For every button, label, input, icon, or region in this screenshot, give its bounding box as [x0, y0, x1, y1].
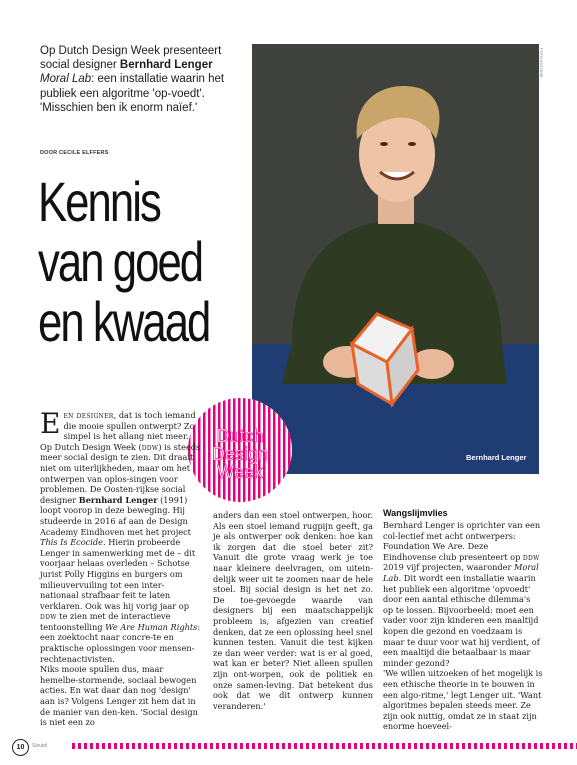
- ddw-abbr-3: ddw: [522, 551, 540, 562]
- col1-after-name: (1991) loopt voorop in deze beweging. Hij studeerde in 2016 af aan de Design Academy Eindhoven met het project: [40, 494, 191, 537]
- col3-moral-lab: Moral Lab: [383, 562, 539, 583]
- badge-line-1: Dutch: [216, 426, 264, 446]
- headline-line-2: van goed: [38, 230, 203, 293]
- col1-human-rights: We Are Human Rights: [105, 621, 198, 632]
- badge-line-3: Week: [217, 462, 263, 482]
- intro-project: Moral Lab: [40, 73, 92, 86]
- article-column-2: [213, 510, 373, 711]
- byline: DOOR CECILE ELFFERS: [40, 150, 109, 156]
- col1-p2c: : een zoektocht naar concre-te en praktische oplossingen voor mensen-rechtenactivisten.: [40, 621, 201, 664]
- article-column-1: [40, 407, 202, 728]
- footer-decorative-line: [72, 743, 577, 749]
- col2-paragraph-1: anders dan een stoel ontwerpen, hoor. Als een stoel iemand rugpijn geeft, ga je als ontwerper ook denken: hoe kan ik zorgen dat die stoel beter zit? Vanuit die grote vraag werk je toe naar kleinere deelvragen, om uitein-delijk weer uit te zoomen naar de hele stoel. Bij social design is het net zo. De toe-gevoegde waarde van designers bij een maatschappelijk probleem is, afgezien van creatief denken, dat ze een oplossing heel snel kunnen testen. Vanuit die test kijken ze dan weer verder: wat is er al goed, wat kan er beter? Niet alleen spullen zijn ont-worpen, ook de politiek en onze samen-leving. Dat betekent dus ook dat we dit ontwerp kunnen veranderen.': [213, 510, 373, 711]
- col1-after-ddw: ) is steeds meer social design te zien. Dit draait niet om uiterlijkheden, maar om het ontwerpen van oplos-singen voor problemen. De Oosten-rijkse social designer: [40, 441, 201, 505]
- col3-p1b: 2019 vijf projecten, waaronder: [383, 562, 515, 573]
- col3-p1a: Bernhard Lenger is oprichter van een col-lectief met acht ontwerpers: Foundation We Are. Deze Eindhovense club presenteert op: [383, 520, 541, 562]
- col1-paragraph-1: [40, 407, 202, 664]
- portrait-illustration: [252, 44, 539, 474]
- ddw-abbr: ddw: [141, 441, 159, 452]
- photo-credit: FOTO ANTOINE ...: [539, 48, 544, 83]
- lead-small-caps: en designer: [63, 410, 114, 420]
- article-column-3: [383, 520, 543, 732]
- col1-paragraph-2: Niks mooie spullen dus, maar hemelbe-stormende, sociaal bewogen acties. En wat daar dan nog 'design' aan is? Volgens Lenger zit hem dat in de manier van den-ken. 'Social design is niet een zo: [40, 664, 198, 728]
- page-number: 10: [12, 739, 29, 756]
- col1-p2b: te zien met de interactieve tentoonstelling: [40, 611, 171, 632]
- col1-p2: . Hierin probeerde Lenger in samenwerking met de – dit voorjaar helaas overleden – Schotse jurist Polly Higgins en burgers om milieuvervuiling tot een inter-nationaal strafbaar feit te laten verklaren. Ook was hij vorig jaar op: [40, 537, 196, 611]
- col3-p1c: . Dit wordt een installatie waarin het publiek een algoritme 'opvoedt' door een aantal ethische dilemma's op te lossen. Bijvoorbeeld: moet een vader voor zijn kinderen een maaltijd kopen die gezond en voedzaam is maar te duur voor wat hij verdient, of een maaltijd die betaalbaar is maar minder gezond?: [383, 572, 540, 668]
- intro-name: Bernhard Lenger: [119, 59, 213, 72]
- footer-brand: Sleutel: [32, 743, 48, 749]
- col1-ecocide: This Is Ecocide: [40, 537, 103, 548]
- badge-line-2: Design: [211, 444, 269, 464]
- subheading: Wangslijmvlies: [383, 508, 448, 518]
- photo-caption: Bernhard Lenger: [466, 453, 527, 462]
- col1-lead: , dat is toch iemand die mooie spullen ontwerpt? Zo simpel is het allang niet meer. Op Dutch Design Week (: [40, 410, 196, 452]
- page-title: [38, 170, 210, 353]
- col3-paragraph-2: 'We willen uitzoeken of het mogelijk is een ethische theorie in te bouwen in een algo-ritme,' legt Lenger uit. 'Want algoritmes bepalen steeds meer. Ze zijn ook nuttig, omdat ze in staat zijn enorme hoeveel-: [383, 668, 543, 732]
- headline-line-3: en kwaad: [38, 290, 210, 353]
- ddw-abbr-2: ddw: [40, 611, 57, 622]
- intro-text: [40, 44, 240, 115]
- dutch-design-week-logo: [188, 398, 292, 502]
- badge-stripes: [188, 398, 292, 502]
- intro-part2: : een installatie waarin het publiek een algoritme 'op-voedt'. 'Misschien ben ik enorm naïef.': [40, 73, 225, 114]
- col1-name: Bernhard Lenger: [78, 494, 158, 505]
- drop-cap: E: [40, 407, 61, 440]
- portrait-photo: [252, 44, 539, 474]
- headline-line-1: Kennis: [38, 170, 160, 233]
- col3-paragraph-1: [383, 520, 543, 668]
- intro-part1: Op Dutch Design Week presenteert social designer: [40, 45, 222, 72]
